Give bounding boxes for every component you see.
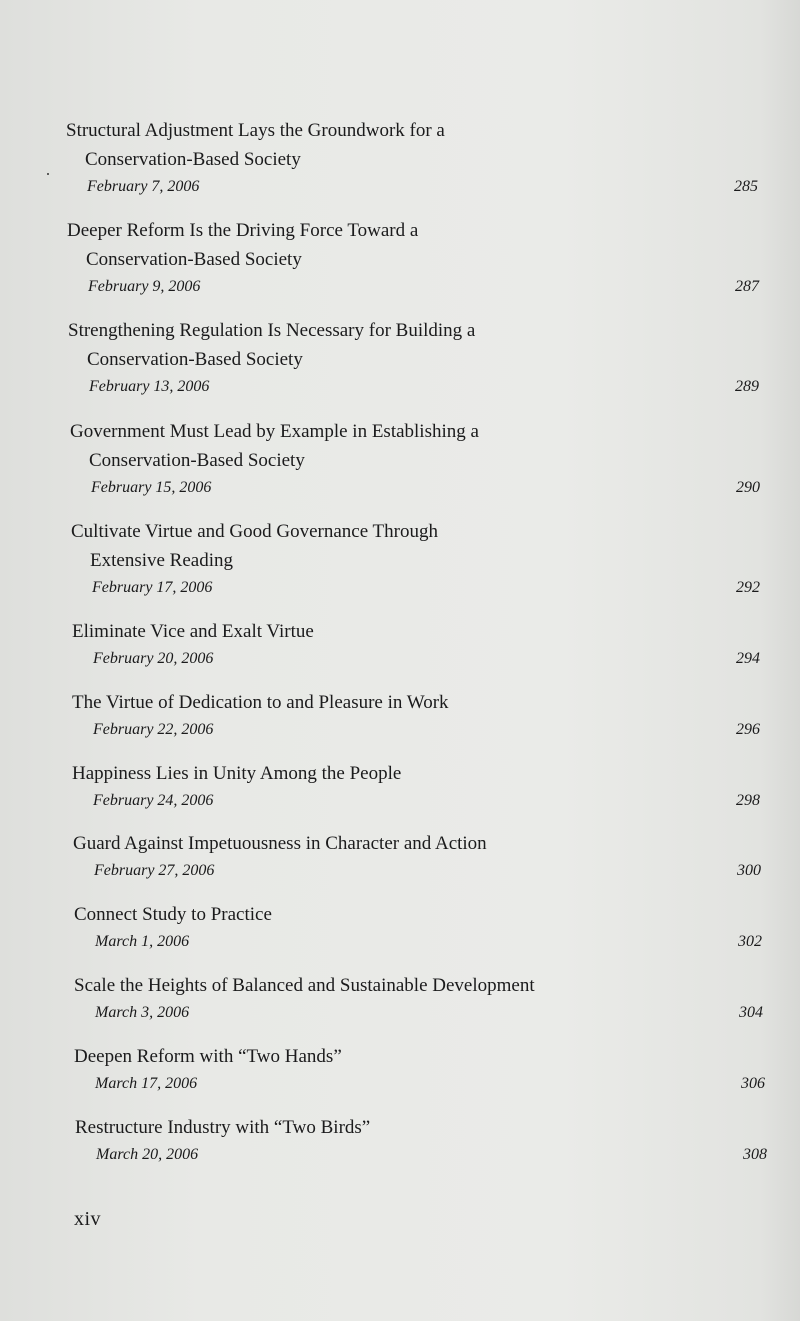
entry-date: February 24, 2006 <box>93 792 214 809</box>
entry-date-row <box>73 858 773 884</box>
entry-page-number: 292 <box>736 579 760 596</box>
entry-date: February 13, 2006 <box>89 378 210 395</box>
entry-title-line: Guard Against Impetuousness in Character and Action <box>73 833 487 854</box>
entry-title-line: Conservation-Based Society <box>89 450 305 471</box>
toc-entry <box>68 316 768 400</box>
toc-entry <box>70 417 770 501</box>
entry-date-row <box>74 929 774 955</box>
entry-title-line: Deeper Reform Is the Driving Force Toward a <box>67 220 419 241</box>
toc-entry <box>75 1113 775 1168</box>
entry-date: March 1, 2006 <box>95 933 190 950</box>
entry-date: February 7, 2006 <box>87 178 200 195</box>
entry-date: February 15, 2006 <box>91 479 212 496</box>
entry-title-line: Structural Adjustment Lays the Groundwork for a <box>66 120 445 141</box>
entry-date-row <box>70 475 770 501</box>
entry-title-line: Extensive Reading <box>90 550 233 571</box>
entry-title-line: Strengthening Regulation Is Necessary for Building a <box>68 320 476 341</box>
entry-page-number: 296 <box>736 721 760 738</box>
entry-title-line: Connect Study to Practice <box>74 904 272 925</box>
entry-page-number: 300 <box>737 862 761 879</box>
entry-title-line: Government Must Lead by Example in Establishing a <box>70 421 479 442</box>
toc-entry <box>66 116 766 200</box>
page-folio-number: xiv <box>74 1208 102 1230</box>
entry-page-number: 308 <box>743 1146 767 1163</box>
toc-entry <box>74 900 774 955</box>
toc-entry <box>72 759 772 814</box>
entry-date: March 3, 2006 <box>95 1004 190 1021</box>
entry-title-line: Restructure Industry with “Two Birds” <box>75 1117 371 1138</box>
entry-date: February 9, 2006 <box>88 278 201 295</box>
entry-page-number: 289 <box>735 378 759 395</box>
entry-date-row <box>68 374 768 400</box>
entry-date-row <box>71 575 771 601</box>
entry-title-line: Eliminate Vice and Exalt Virtue <box>72 621 314 642</box>
entry-title-line: Happiness Lies in Unity Among the People <box>72 763 402 784</box>
entry-date-row <box>75 1142 775 1168</box>
entry-title-line: Conservation-Based Society <box>85 149 301 170</box>
entry-date-row <box>67 274 767 300</box>
entry-date: February 22, 2006 <box>93 721 214 738</box>
entry-page-number: 304 <box>739 1004 763 1021</box>
entry-date-row <box>66 174 766 200</box>
entry-date-row <box>72 788 772 814</box>
entry-page-number: 306 <box>741 1075 765 1092</box>
entry-title-line: Deepen Reform with “Two Hands” <box>74 1046 342 1067</box>
entry-date-row <box>72 717 772 743</box>
entry-title-line: Conservation-Based Society <box>87 349 303 370</box>
entry-title-line: Conservation-Based Society <box>86 249 302 270</box>
entry-title-line: The Virtue of Dedication to and Pleasure in Work <box>72 692 449 713</box>
entry-date: February 27, 2006 <box>94 862 215 879</box>
toc-entry <box>67 216 767 300</box>
entry-date: March 20, 2006 <box>96 1146 199 1163</box>
entry-page-number: 298 <box>736 792 760 809</box>
toc-entry <box>74 971 774 1026</box>
entry-date: February 20, 2006 <box>93 650 214 667</box>
entry-page-number: 294 <box>736 650 760 667</box>
toc-entry <box>72 688 772 743</box>
toc-entry <box>71 517 771 601</box>
toc-entry <box>72 617 772 672</box>
entry-title-line: Scale the Heights of Balanced and Sustainable Development <box>74 975 535 996</box>
toc-entry <box>74 1042 774 1097</box>
entry-date-row <box>72 646 772 672</box>
toc-entry <box>73 829 773 884</box>
entry-title-line: Cultivate Virtue and Good Governance Through <box>71 521 438 542</box>
entry-date: March 17, 2006 <box>95 1075 198 1092</box>
entry-date-row <box>74 1071 774 1097</box>
entry-page-number: 285 <box>734 178 758 195</box>
entry-date: February 17, 2006 <box>92 579 213 596</box>
entry-date-row <box>74 1000 774 1026</box>
entry-page-number: 290 <box>736 479 760 496</box>
entry-page-number: 287 <box>735 278 759 295</box>
entry-page-number: 302 <box>738 933 762 950</box>
